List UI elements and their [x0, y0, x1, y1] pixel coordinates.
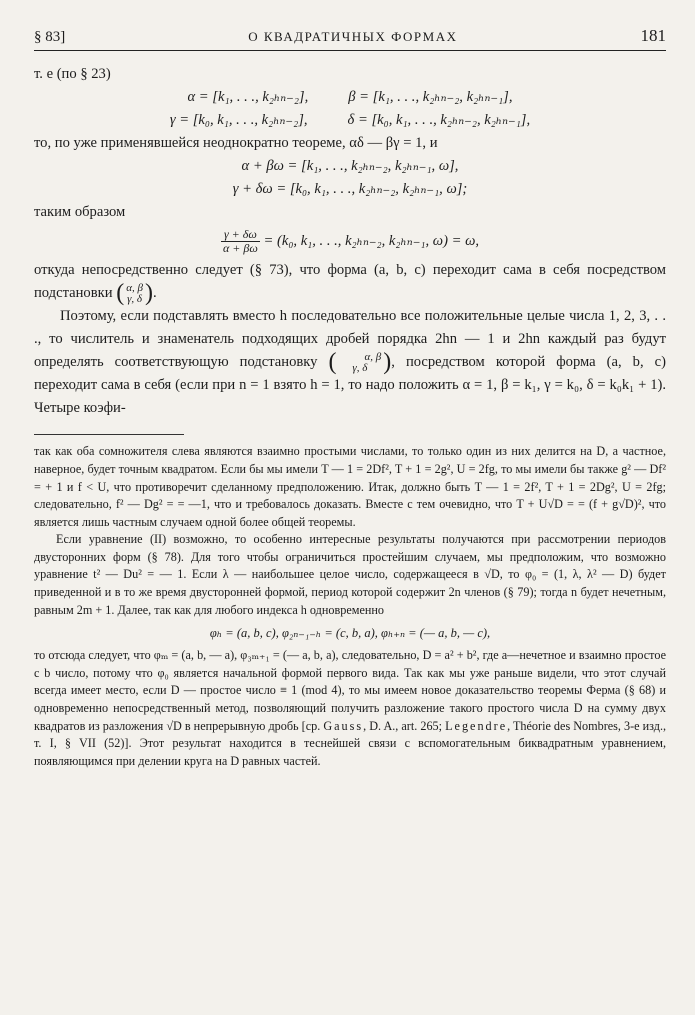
- footnote-paragraph-2: Если уравнение (II) возможно, то особенно интересные результаты получаются при рассмотрении периодов двусторонних форм (§ 78). Для того чтобы ограничиться простейшим случаем, мы предположим, что возможно уравнение t² — Du² = — 1. Если λ — наибольшее целое число, содержащееся в √D, то φ₀ = (1, λ, λ² — D) будет приведенной и в то же время двусторонней формой, период которой содержит 2n членов (§ 79); тогда n будет нечетным, равным 2m + 1. Далее, так как для любого индекса h одновременно: [34, 532, 666, 617]
- matrix2-d: δ: [362, 361, 368, 374]
- matrix2-b: β: [375, 350, 382, 363]
- paragraph-substitution: [34, 259, 666, 305]
- equation-delta: δ = [k₀, k₁, . . ., k₂ₕₙ₋₂, k₂ₕₙ₋₁],: [347, 112, 531, 128]
- fraction-rest: = (k₀, k₁, . . ., k₂ₕₙ₋₂, k₂ₕₙ₋₁, ω) = ω,: [263, 232, 480, 249]
- matrix-right-paren-icon: ): [144, 280, 153, 307]
- fraction-numerator: γ + δω: [221, 228, 260, 242]
- equation-gamma-delta: [34, 109, 666, 132]
- therefore-text-b: , посредством которой форма (a, b, c) переходит сама в себя (если при n = 1 взято h = 1, то надо положить α = 1, β = k₁, γ = k₀, δ = k₀k₁ + 1). Четыре коэфи-: [34, 354, 666, 417]
- matrix-left-paren-icon: (: [116, 280, 125, 307]
- equation-omega-fraction: [34, 228, 666, 255]
- equation-gamma-delta-omega: γ + δω = [k₀, k₁, . . ., k₂ₕₙ₋₂, k₂ₕₙ₋₁, ω];: [232, 181, 468, 197]
- matrix-a: α,: [126, 281, 135, 294]
- section-ref: § 83]: [34, 29, 66, 45]
- main-text: [34, 63, 666, 420]
- page: [34, 26, 666, 770]
- matrix2-a: α,: [364, 350, 374, 363]
- footnote-equation: φₕ = (a, b, c), φ₂ₙ₋₁₋ₕ = (c, b, a), φₕ₊ₙ = (— a, b, — c),: [209, 626, 491, 641]
- fraction: [221, 228, 260, 255]
- footnote-p3-b: , D. A., art. 265;: [363, 718, 443, 733]
- equation-alpha-beta-omega: α + βω = [k₁, . . ., k₂ₕₙ₋₂, k₂ₕₙ₋₁, ω],: [241, 158, 459, 174]
- footnote-p3-c: , Théorie des Nombres, 3-е изд., т. I, § VII (52)]. Этот результат находится в теснейшей связи с вспомогательным биквадратным уравнением, появляющимся при делении круга на D равных частей.: [34, 718, 667, 768]
- matrix-b: β: [137, 281, 143, 294]
- substitution-end: .: [152, 285, 157, 301]
- running-title: О КВАДРАТИЧНЫХ ФОРМАХ: [248, 29, 458, 44]
- equation-beta: β = [k₁, . . ., k₂ₕₙ₋₂, k₂ₕₙ₋₁],: [348, 89, 513, 105]
- footnote: [34, 443, 666, 770]
- running-header: [34, 26, 666, 51]
- paragraph-theorem: то, по уже применявшейся неоднократно теореме, αδ — βγ = 1, и: [34, 135, 438, 151]
- page-number: 181: [640, 26, 666, 45]
- substitution-text: откуда непосредственно следует (§ 73), что форма (a, b, c) переходит сама в себя посредством подстановки: [34, 262, 666, 301]
- paragraph-therefore: [34, 305, 666, 420]
- footnote-p3-a: то отсюда следует, что φₘ = (a, b, — a), φ₃ₘ₊₁ = (— a, b, a), следовательно, D = a² + b², где a—нечетное и взаимно простое с b число, потому что φ₀ является начальной формой первого вида. Так как мы уже раньше видели, что этот случай всегда имеет место, если D — простое число ≡ 1 (mod 4), то мы имеем новое доказательство теоремы Ферма (§ 68) и одновременно непосредственный метод, позволяющий получить разложение такого простого числа D на сумму двух квадратов из разложения √D в непрерывную дробь [ср.: [34, 648, 666, 733]
- intro-line: т. е (по § 23): [34, 66, 111, 82]
- matrix2-left-paren-icon: (: [328, 349, 337, 376]
- equation-alpha: α = [k₁, . . ., k₂ₕₙ₋₂],: [187, 89, 309, 105]
- fraction-denominator: α + βω: [222, 241, 258, 255]
- footnote-paragraph-3: [34, 647, 666, 770]
- equation-gamma: γ = [k₀, k₁, . . ., k₂ₕₙ₋₂],: [169, 112, 308, 128]
- matrix-c: γ,: [127, 292, 135, 305]
- author-gauss: Gauss: [323, 718, 364, 733]
- equation-alpha-beta: [34, 86, 666, 109]
- author-legendre: Legendre: [445, 718, 508, 733]
- therefore-text-a: Поэтому, если подставлять вместо h последовательно все положительные целые числа 1, 2, 3, . . ., то числитель и знаменатель подходящих дробей порядка 2hn — 1 и 2hn каждый раз будут определять соответствующую подстановку: [34, 308, 666, 371]
- matrix2-c: γ,: [352, 361, 360, 374]
- substitution-matrix-2: [337, 352, 384, 374]
- substitution-matrix: [124, 283, 145, 305]
- matrix-d: δ: [136, 292, 143, 305]
- footnote-paragraph-1: так как оба сомножителя слева являются взаимно простыми числами, то только один из них делится на D, а частное, наверное, будет точным квадратом. Если бы мы имели T — 1 = 2Df², T + 1 = 2g², U = 2fg, то мы имели бы также g² — Df² = + 1 и f < U, что противоречит сделанному предположению. Итак, должно быть T — 1 = 2f², T + 1 = 2Dg², U = 2fg; следовательно, f² — Dg² = = —1, что и требовалось доказать. Вместе с тем очевидно, что T + U√D = = (f + g√D)², что является лишь частным случаем одной более общей теоремы.: [34, 444, 666, 529]
- paragraph-thus: таким образом: [34, 204, 126, 220]
- matrix2-right-paren-icon: ): [383, 349, 392, 376]
- footnote-divider: [34, 434, 184, 435]
